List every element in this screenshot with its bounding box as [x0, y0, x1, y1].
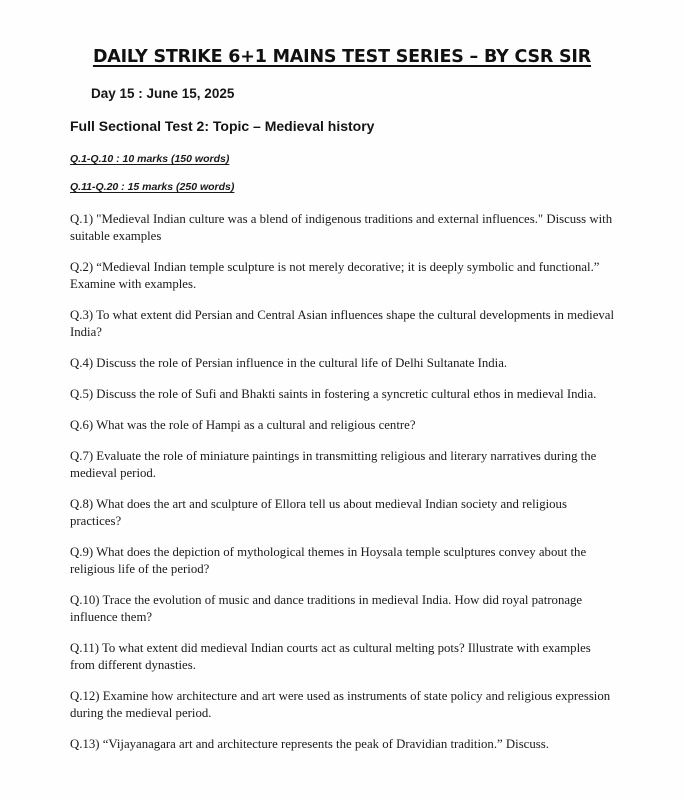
question-item: Q.7) Evaluate the role of miniature paintings in transmitting religious and literary narratives during the medieval period. [70, 449, 597, 480]
marks-scheme-long: Q.11-Q.20 : 15 marks (250 words) [70, 181, 235, 193]
question-item: Q.12) Examine how architecture and art were used as instruments of state policy and religious expression during the medieval period. [70, 689, 611, 720]
page-title [0, 44, 684, 70]
question-list [70, 211, 618, 753]
question-item: Q.8) What does the art and sculpture of Ellora tell us about medieval Indian society and religious practices? [70, 497, 567, 528]
question-item: Q.11) To what extent did medieval Indian courts act as cultural melting pots? Illustrate with examples from different dynasties. [70, 641, 591, 672]
marks-scheme-short: Q.1-Q.10 : 10 marks (150 words) [70, 153, 230, 165]
question-item: Q.10) Trace the evolution of music and dance traditions in medieval India. How did royal patronage influence them? [70, 593, 583, 624]
page-title-text: DAILY STRIKE 6+1 MAINS TEST SERIES – BY CSR SIR [92, 47, 592, 67]
question-item: Q.13) “Vijayanagara art and architecture represents the peak of Dravidian tradition.” Discuss. [70, 737, 549, 751]
test-topic-heading: Full Sectional Test 2: Topic – Medieval history [70, 118, 375, 134]
test-date: Day 15 : June 15, 2025 [91, 86, 235, 101]
question-item: Q.9) What does the depiction of mythological themes in Hoysala temple sculptures convey about the religious life of the period? [70, 545, 587, 576]
question-item: Q.1) "Medieval Indian culture was a blend of indigenous traditions and external influences." Discuss with suitable examples [70, 212, 613, 243]
question-item: Q.4) Discuss the role of Persian influence in the cultural life of Delhi Sultanate India. [70, 356, 508, 370]
question-item: Q.5) Discuss the role of Sufi and Bhakti saints in fostering a syncretic cultural ethos in medieval India. [70, 387, 597, 401]
question-item: Q.6) What was the role of Hampi as a cultural and religious centre? [70, 418, 416, 432]
question-item: Q.2) “Medieval Indian temple sculpture is not merely decorative; it is deeply symbolic and functional.” Examine with examples. [70, 260, 600, 291]
question-item: Q.3) To what extent did Persian and Central Asian influences shape the cultural developments in medieval India? [70, 308, 615, 339]
